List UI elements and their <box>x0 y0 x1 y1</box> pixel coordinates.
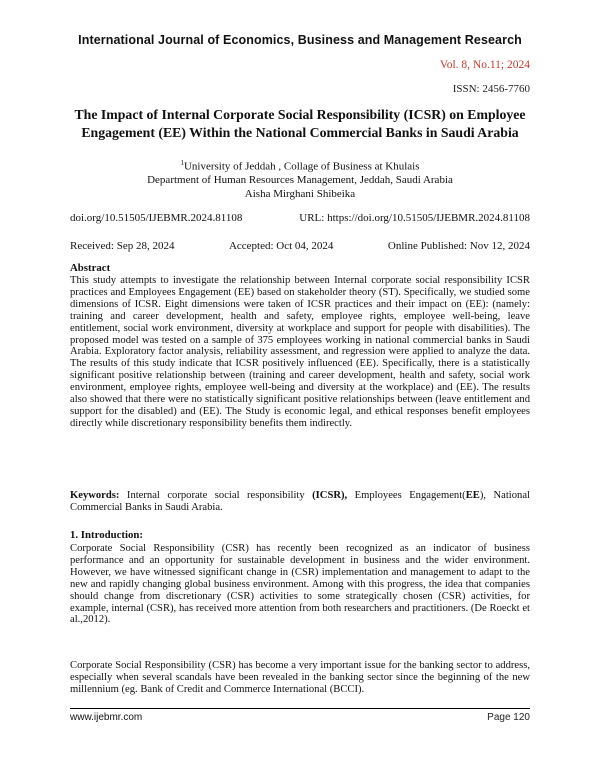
doi-link[interactable]: doi.org/10.51505/IJEBMR.2024.81108 <box>70 212 243 224</box>
doi-row <box>70 212 530 224</box>
footer-divider <box>70 708 530 709</box>
footer-website-link[interactable]: www.ijebmr.com <box>70 712 143 723</box>
affiliation-university: University of Jeddah , Collage of Business at Khulais <box>183 160 420 173</box>
dates-row <box>70 240 530 252</box>
journal-name: International Journal of Economics, Business and Management Research <box>78 33 522 47</box>
url-link[interactable]: URL: https://doi.org/10.51505/IJEBMR.2024.81108 <box>299 212 530 224</box>
keywords-text-1: Internal corporate social responsibility <box>119 490 313 501</box>
published-date: Online Published: Nov 12, 2024 <box>387 240 530 252</box>
keywords-bold-2: EE <box>465 490 480 501</box>
intro-heading: 1. Introduction: <box>70 529 143 541</box>
affiliation-department: Department of Human Resources Management, Jeddah, Saudi Arabia <box>147 174 453 187</box>
affiliation-line-1 <box>70 157 530 174</box>
paper-title: The Impact of Internal Corporate Social Responsibility (ICSR) on Employee Engagement (EE) Within the National Commercial Banks in Saudi Arabia <box>74 107 526 140</box>
page-number: Page 120 <box>487 712 530 723</box>
author-name: Aisha Mirghani Shibeika <box>244 187 356 200</box>
intro-paragraph-2: Corporate Social Responsibility (CSR) has become a very important issue for the banking sector to address, especially when several scandals have been revealed in the banking sector since the beginning of the new millennium (eg. Bank of Credit and Commerce International (BCCI). <box>70 660 530 695</box>
volume-issue: Vol. 8, No.11; 2024 <box>439 59 530 71</box>
received-date: Received: Sep 28, 2024 <box>70 240 175 252</box>
issn: ISSN: 2456-7760 <box>452 83 530 95</box>
keywords-text-3: ), National Commercial Banks in Saudi Arabia. <box>70 490 530 513</box>
accepted-date: Accepted: Oct 04, 2024 <box>228 240 334 252</box>
abstract-text: This study attempts to investigate the relationship between Internal corporate social responsibility ICSR practices and Employees Engagement (EE) based on stakeholder theory (ST). Specifically, we studied some dimensions of ICSR. Eight dimensions were taken of ICSR practices and their impact on (EE): (namely: training and career development, health and safety, employee rights, employee well-being, leave entitlement, social work environment, diversity at workplace and support for people with disabilities). The proposed model was tested on a sample of 375 employees working in national commercial banks in Saudi Arabia. Exploratory factor analysis, reliability assessment, and regression were applied to analyze the data. The results of this study indicate that ICSR positively influenced (EE). Specifically, there is a statistically significant positive relationship between (training and career development, health and safety, social work environment, employee rights, employee well-being and diversity at the workplace) and (EE). The results also showed that there were no statistically significant positive relationships between (leave entitlement and support for the disabled) and (EE). The Study is economic legal, and ethical responses benefit employees directly while discretionary responsibility benefits them indirectly. <box>70 275 530 429</box>
affiliation-superscript: 1 <box>180 159 184 167</box>
keywords-text-2: Employees Engagement( <box>347 490 466 501</box>
keywords-label: Keywords: <box>70 490 120 501</box>
intro-paragraph-1: Corporate Social Responsibility (CSR) has recently been recognized as an indicator of business performance and an opportunity for sustainable development in business and the wider environment. However, we have witnessed significant change in (CSR) implementation and management to adapt to the new and rapidly changing global business environment. Among with this progress, the idea that companies should change from discretionary (CSR) activities to some strategically chosen (CSR) activities, for example, internal (CSR), has received more attention from both researchers and practitioners. (De Roeckt et al.,2012). <box>70 543 530 626</box>
abstract-heading: Abstract <box>70 262 111 274</box>
keywords-bold-1: (ICSR), <box>312 490 348 501</box>
keywords <box>70 490 530 514</box>
affiliation-block <box>70 157 530 201</box>
